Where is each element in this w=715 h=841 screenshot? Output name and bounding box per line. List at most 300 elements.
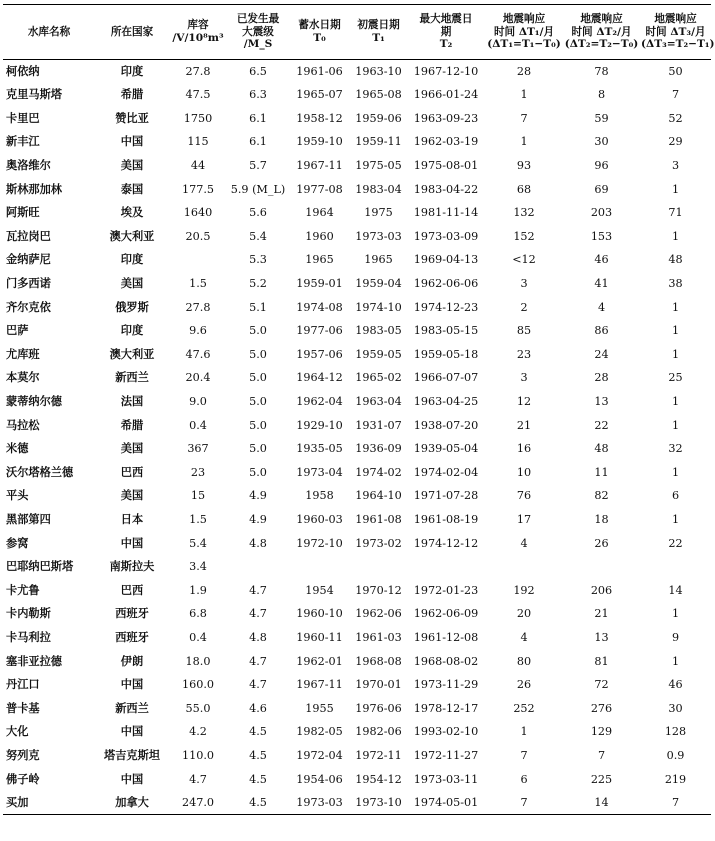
col-response-dt1-cell: 252: [513, 701, 535, 715]
col-max-quake-date-cell: 1963-09-23: [413, 111, 479, 125]
col-capacity-cell: 23: [190, 465, 206, 479]
col-reservoir-name-cell: 巴萨: [6, 323, 29, 338]
table-row: [3, 579, 711, 603]
table-row: [3, 343, 711, 367]
table-row: [3, 744, 711, 768]
col-reservoir-name-cell: 瓦拉岗巴: [6, 228, 51, 243]
col-response-dt1-header: [485, 5, 563, 60]
col-response-dt2-cell: 72: [594, 678, 609, 692]
table-row: [3, 602, 711, 626]
table-row: [3, 177, 711, 201]
col-response-dt2-cell: 26: [594, 536, 609, 550]
col-response-dt2-cell: 24: [594, 347, 609, 361]
col-response-dt2-cell: 21: [594, 607, 609, 621]
col-response-dt2-cell: [563, 555, 640, 579]
col-response-dt3-cell: 1: [671, 607, 680, 621]
col-country-header: [95, 5, 169, 60]
col-max-quake-date-cell: 1975-08-01: [413, 159, 479, 173]
header-line: 时间 ΔT₂/月: [571, 25, 632, 38]
col-reservoir-name-cell: 阿斯旺: [6, 205, 40, 220]
col-country-cell: 伊朗: [120, 653, 144, 668]
col-capacity-cell: 1750: [183, 111, 213, 125]
col-max-quake-date-cell: 1972-01-23: [413, 583, 479, 597]
col-capacity-cell: 9.0: [189, 395, 207, 408]
header-line: T₁: [372, 32, 385, 44]
col-capacity-cell: 55.0: [185, 701, 211, 715]
col-impound-date-cell: 1958: [305, 489, 334, 503]
col-reservoir-name-cell: 卡马利拉: [6, 629, 51, 644]
col-first-quake-date-cell: 1964-10: [355, 489, 402, 503]
col-response-dt3-cell: [640, 555, 711, 579]
col-country-cell: 印度: [120, 323, 144, 338]
col-country-cell: 新西兰: [115, 700, 149, 715]
col-max-magnitude-cell: 5.6: [249, 206, 267, 220]
col-capacity-cell: 18.0: [185, 654, 211, 668]
col-response-dt3-cell: 1: [671, 182, 680, 196]
col-response-dt2-cell: 225: [590, 772, 613, 786]
col-impound-date-cell: 1973-03: [289, 791, 350, 815]
col-country-cell: 中国: [120, 535, 144, 550]
col-response-dt3-cell: 1: [671, 324, 680, 338]
col-response-dt1-cell: 68: [516, 182, 532, 196]
col-response-dt1-cell: 152: [513, 229, 535, 243]
col-max-quake-date-cell: 1974-05-01: [407, 791, 485, 815]
col-response-dt1-cell: 26: [516, 678, 532, 692]
col-response-dt1-cell: 7: [520, 748, 528, 762]
col-first-quake-date-cell: 1959-04: [355, 277, 402, 291]
table-row: [3, 697, 711, 721]
col-response-dt1-cell: 23: [516, 347, 532, 361]
col-first-quake-date-cell: 1954-12: [355, 772, 402, 786]
col-response-dt1-cell: 85: [516, 324, 532, 338]
col-response-dt3-cell: 38: [668, 277, 683, 291]
col-max-magnitude-cell: 4.5: [249, 748, 267, 762]
col-reservoir-name-header: [3, 5, 95, 60]
col-response-dt2-cell: 30: [594, 135, 609, 149]
col-country-cell: 泰国: [120, 181, 144, 196]
header-line: 地震响应: [654, 12, 697, 25]
col-max-magnitude-cell: 4.6: [249, 701, 267, 715]
col-response-dt3-cell: 1: [671, 229, 680, 243]
col-max-quake-date-cell: 1959-05-18: [413, 347, 479, 361]
col-response-dt2-cell: 129: [590, 725, 613, 739]
col-response-dt1-cell: 3: [520, 277, 528, 291]
col-max-magnitude-cell: 6.3: [249, 88, 267, 102]
col-impound-date-cell: 1982-05: [296, 725, 343, 739]
col-first-quake-date-cell: 1973-03: [355, 229, 402, 243]
col-country-cell: 南斯拉夫: [109, 559, 155, 574]
header-line: 期: [440, 25, 452, 38]
col-response-dt2-cell: 206: [590, 583, 613, 597]
col-reservoir-name-cell: 金纳萨尼: [6, 252, 51, 267]
col-reservoir-name-cell: 斯林那加林: [6, 181, 62, 196]
col-response-dt2-cell: 18: [594, 512, 609, 526]
col-impound-date-cell: 1965-07: [296, 88, 343, 102]
col-max-magnitude-cell: 5.4: [249, 229, 267, 243]
col-country-cell: 印度: [120, 252, 144, 267]
col-max-quake-date-cell: 1961-08-19: [413, 512, 479, 526]
col-max-magnitude-cell: 5.0: [249, 324, 267, 338]
col-capacity-cell: 47.6: [185, 347, 211, 361]
col-max-magnitude-cell: 5.0: [249, 371, 267, 385]
col-response-dt2-cell: 48: [594, 442, 609, 456]
table-row: [3, 107, 711, 131]
col-response-dt1-cell: 76: [516, 489, 532, 503]
table-row: [3, 154, 711, 178]
col-max-quake-date-cell: 1966-01-24: [413, 88, 479, 102]
col-capacity-cell: 247.0: [169, 791, 227, 815]
col-response-dt1-cell: 7: [520, 111, 528, 125]
col-max-magnitude-cell: 4.9: [249, 512, 267, 526]
col-response-dt2-cell: 11: [594, 465, 609, 479]
col-max-magnitude-cell: 4.7: [249, 654, 267, 668]
col-impound-date-cell: 1977-06: [296, 324, 343, 338]
col-max-quake-date-cell: 1993-02-10: [413, 725, 479, 739]
col-impound-date-cell: 1967-11: [296, 159, 343, 173]
header-line: (ΔT₂=T₂−T₀): [564, 38, 639, 51]
col-reservoir-name-cell: 佛子岭: [6, 771, 40, 786]
col-impound-date-cell: 1977-08: [296, 182, 343, 196]
col-max-quake-date-cell: 1962-06-06: [413, 277, 479, 291]
header-line: (ΔT₃=T₂−T₁): [641, 38, 715, 51]
col-country-cell: 希腊: [120, 87, 144, 102]
col-response-dt2-cell: 153: [590, 229, 613, 243]
col-first-quake-date-cell: 1959-06: [355, 111, 402, 125]
col-capacity-cell: 1.5: [189, 512, 207, 526]
col-max-quake-date-cell: 1972-11-27: [413, 748, 479, 762]
col-country-cell: 西班牙: [115, 629, 149, 644]
col-reservoir-name-cell: 克里马斯塔: [6, 87, 62, 102]
col-response-dt2-cell: 13: [594, 630, 609, 644]
col-response-dt1-cell: 4: [520, 536, 528, 550]
header-line: 时间 ΔT₃/月: [645, 25, 706, 38]
col-impound-date-cell: 1972-10: [296, 536, 343, 550]
table-row: [3, 201, 711, 225]
col-capacity-cell: 4.7: [189, 772, 207, 786]
col-country-cell: 塔吉克斯坦: [104, 747, 160, 762]
col-max-quake-date-cell: 1973-03-11: [413, 772, 479, 786]
col-country-cell: 美国: [120, 488, 144, 503]
col-response-dt1-cell: <12: [512, 253, 536, 267]
header-line: (ΔT₁=T₁−T₀): [487, 38, 561, 51]
header-line: /V/10⁸m³: [172, 32, 224, 44]
col-reservoir-name-cell: 卡尤鲁: [6, 582, 40, 597]
col-first-quake-date-cell: 1976-06: [355, 701, 402, 715]
col-capacity-cell: 15: [190, 489, 206, 503]
col-response-dt3-cell: 0.9: [666, 748, 685, 762]
col-response-dt2-cell: 22: [594, 418, 609, 432]
col-first-quake-date-cell: 1970-01: [355, 678, 402, 692]
col-max-magnitude-cell: 4.7: [249, 583, 267, 597]
col-impound-date-cell: 1954: [305, 583, 334, 597]
col-first-quake-date-cell: 1983-05: [355, 324, 402, 338]
header-line: 大震级: [242, 25, 274, 38]
col-impound-date-cell: 1965: [305, 253, 334, 267]
col-response-dt1-cell: 21: [516, 418, 532, 432]
col-max-quake-date-cell: 1968-08-02: [413, 654, 479, 668]
col-first-quake-date-cell: 1963-10: [355, 64, 402, 78]
col-response-dt2-cell: 13: [594, 395, 609, 408]
col-response-dt3-cell: 1: [671, 465, 680, 479]
col-max-magnitude-cell: 4.5: [249, 725, 267, 739]
header-line: 地震响应: [502, 12, 546, 25]
col-response-dt1-cell: 28: [516, 64, 532, 78]
header-line: 地震响应: [580, 12, 623, 25]
col-first-quake-date-cell: 1974-10: [355, 300, 402, 314]
table-row: [3, 531, 711, 555]
col-max-quake-date-cell: 1963-04-25: [413, 395, 479, 408]
col-reservoir-name-cell: 平头: [6, 488, 29, 503]
table-row: [3, 461, 711, 485]
col-response-dt3-header: [640, 5, 715, 60]
header-line: T₀: [313, 32, 326, 44]
col-impound-date-header: [289, 5, 350, 60]
col-max-quake-date-cell: 1938-07-20: [413, 418, 479, 432]
col-response-dt1-cell: 12: [516, 395, 532, 408]
col-max-quake-date-cell: 1974-12-23: [413, 300, 479, 314]
col-max-magnitude-cell: 5.1: [249, 300, 267, 314]
col-reservoir-name-cell: 大化: [6, 724, 29, 739]
col-impound-date-cell: 1958-12: [296, 111, 343, 125]
col-first-quake-date-cell: 1973-10: [350, 791, 407, 815]
header-line: 库容: [187, 19, 209, 32]
col-first-quake-date-header: [350, 5, 407, 60]
col-reservoir-name-cell: 丹江口: [6, 677, 40, 692]
col-country-cell: 巴西: [120, 582, 144, 597]
col-first-quake-date-cell: 1963-04: [355, 395, 402, 408]
col-country-cell: 希腊: [120, 417, 144, 432]
col-response-dt1-cell: 1: [520, 88, 528, 102]
col-response-dt3-cell: 71: [668, 206, 683, 220]
col-country-cell: 新西兰: [115, 370, 149, 385]
col-reservoir-name-cell: 普卡基: [6, 700, 40, 715]
col-max-magnitude-cell: 5.0: [249, 442, 267, 456]
col-capacity-cell: 160.0: [181, 678, 215, 692]
col-first-quake-date-cell: 1983-04: [355, 182, 402, 196]
col-response-dt3-cell: 52: [668, 111, 683, 125]
col-max-magnitude-cell: 6.1: [249, 135, 267, 149]
col-country-cell: 中国: [120, 771, 144, 786]
col-response-dt2-cell: 69: [594, 182, 609, 196]
col-first-quake-date-cell: 1959-05: [355, 347, 402, 361]
col-capacity-cell: 177.5: [181, 182, 215, 196]
col-capacity-cell: 367: [187, 442, 209, 456]
table-row: [3, 130, 711, 154]
col-impound-date-cell: 1960-03: [296, 512, 343, 526]
col-first-quake-date-cell: 1959-11: [355, 135, 402, 149]
header-line: 水库名称: [27, 25, 71, 38]
col-reservoir-name-cell: 尤库班: [6, 346, 40, 361]
col-max-quake-date-cell: [407, 555, 485, 579]
col-max-quake-date-cell: 1967-12-10: [413, 64, 479, 78]
col-capacity-cell: 115: [187, 135, 209, 149]
col-max-magnitude-cell: [227, 555, 289, 579]
col-capacity-cell: 27.8: [185, 64, 211, 78]
table-row: [3, 649, 711, 673]
col-response-dt3-cell: 3: [671, 159, 680, 173]
table-row: [3, 484, 711, 508]
col-impound-date-cell: 1962-04: [296, 395, 343, 408]
col-reservoir-name-cell: 沃尔塔格兰德: [6, 464, 74, 479]
header-line: 所在国家: [110, 25, 154, 38]
col-country-cell: 美国: [120, 276, 144, 291]
col-reservoir-name-cell: 努列克: [6, 747, 40, 762]
col-response-dt2-header: [563, 5, 640, 60]
col-response-dt3-cell: 48: [668, 253, 683, 267]
col-max-magnitude-header: [227, 5, 289, 60]
col-response-dt1-cell: 1: [520, 725, 528, 739]
col-first-quake-date-cell: 1975: [364, 206, 393, 220]
col-response-dt3-cell: 46: [668, 678, 683, 692]
col-impound-date-cell: 1974-08: [296, 300, 343, 314]
col-reservoir-name-cell: 米德: [6, 441, 29, 456]
col-response-dt2-cell: 276: [590, 701, 613, 715]
col-response-dt1-cell: 7: [485, 791, 563, 815]
col-capacity-cell: 4.2: [189, 725, 207, 739]
col-max-quake-date-cell: 1981-11-14: [413, 206, 479, 220]
col-max-quake-date-cell: 1983-04-22: [413, 182, 479, 196]
col-impound-date-cell: 1964-12: [296, 371, 343, 385]
col-response-dt2-cell: 46: [594, 253, 609, 267]
col-impound-date-cell: 1929-10: [296, 418, 343, 432]
col-capacity-cell: 9.6: [189, 324, 207, 338]
table-row: [3, 272, 711, 296]
col-max-quake-date-cell: 1974-12-12: [413, 536, 479, 550]
col-reservoir-name-cell: 新丰江: [6, 134, 40, 149]
col-max-quake-date-cell: 1978-12-17: [413, 701, 479, 715]
col-capacity-cell: [169, 248, 227, 272]
col-response-dt3-cell: 30: [668, 701, 683, 715]
col-country-cell: 澳大利亚: [109, 228, 155, 243]
col-capacity-cell: 3.4: [189, 560, 207, 574]
col-response-dt2-cell: 41: [594, 277, 609, 291]
col-response-dt1-cell: 20: [516, 607, 532, 621]
table-body: [3, 60, 711, 815]
col-response-dt3-cell: 25: [668, 371, 683, 385]
col-response-dt2-cell: 7: [597, 748, 606, 762]
col-impound-date-cell: 1964: [305, 206, 334, 220]
col-impound-date-cell: 1962-01: [296, 654, 343, 668]
col-response-dt2-cell: 203: [590, 206, 613, 220]
col-country-cell: 法国: [120, 394, 144, 408]
table-row: [3, 626, 711, 650]
table-header: [3, 5, 715, 60]
col-reservoir-name-cell: 参窝: [6, 535, 29, 550]
table-row: [3, 60, 711, 84]
col-response-dt2-cell: 86: [594, 324, 609, 338]
col-response-dt3-cell: 7: [671, 88, 680, 102]
header-line: 蓄水日期: [298, 19, 341, 32]
col-max-magnitude-cell: 5.0: [249, 347, 267, 361]
col-response-dt3-cell: 7: [640, 791, 711, 815]
col-max-magnitude-cell: 6.1: [249, 111, 267, 125]
table-row: [3, 225, 711, 249]
col-capacity-cell: 27.8: [185, 300, 211, 314]
col-impound-date-cell: 1954-06: [296, 772, 343, 786]
col-max-magnitude-cell: 4.7: [249, 607, 267, 621]
col-max-quake-date-cell: 1966-07-07: [413, 371, 479, 385]
col-capacity-cell: 1.9: [189, 583, 207, 597]
col-reservoir-name-cell: 本莫尔: [6, 370, 40, 385]
col-impound-date-cell: [289, 555, 350, 579]
table-row: [3, 767, 711, 791]
col-capacity-cell: 6.8: [189, 607, 207, 621]
col-capacity-cell: 20.5: [185, 229, 211, 243]
col-country-cell: 美国: [120, 158, 144, 173]
col-first-quake-date-cell: 1982-06: [355, 725, 402, 739]
col-country-cell: 中国: [120, 724, 144, 739]
col-impound-date-cell: 1960-10: [296, 607, 343, 621]
col-reservoir-name-cell: 巴耶纳巴斯塔: [6, 559, 74, 574]
col-max-magnitude-cell: 4.5: [227, 791, 289, 815]
col-country-cell: 俄罗斯: [115, 299, 149, 314]
reservoir-earthquake-table: [3, 4, 715, 815]
col-country-cell: 中国: [120, 134, 144, 149]
col-response-dt2-cell: 81: [594, 654, 609, 668]
col-country-cell: 澳大利亚: [109, 346, 155, 361]
col-response-dt1-cell: 16: [516, 442, 532, 456]
col-max-magnitude-cell: 5.0: [249, 395, 267, 408]
col-max-magnitude-cell: 5.7: [249, 159, 267, 173]
col-max-quake-date-cell: 1971-07-28: [413, 489, 479, 503]
col-max-quake-date-cell: 1969-04-13: [413, 253, 479, 267]
col-response-dt2-cell: 4: [597, 300, 606, 314]
col-first-quake-date-cell: 1962-06: [355, 607, 402, 621]
col-max-quake-date-cell: 1962-06-09: [413, 607, 479, 621]
header-line: T₂: [439, 38, 453, 51]
col-capacity-cell: 0.4: [189, 418, 207, 432]
col-response-dt1-cell: 17: [516, 512, 532, 526]
col-capacity-cell: 1.5: [189, 277, 207, 291]
col-max-magnitude-cell: 6.5: [249, 64, 267, 78]
table-row: [3, 508, 711, 532]
col-max-quake-date-cell: 1961-12-08: [413, 630, 479, 644]
col-impound-date-cell: 1959-01: [296, 277, 343, 291]
header-row: [3, 5, 711, 60]
col-max-magnitude-cell: 5.0: [249, 418, 267, 432]
table-row: [3, 673, 711, 697]
col-first-quake-date-cell: 1965-02: [355, 371, 402, 385]
col-response-dt3-cell: 32: [668, 442, 683, 456]
col-response-dt2-cell: 59: [594, 111, 609, 125]
table-row: [3, 295, 711, 319]
col-response-dt2-cell: 78: [594, 64, 609, 78]
col-response-dt2-cell: 8: [597, 88, 606, 102]
col-response-dt3-cell: 22: [668, 536, 683, 550]
col-capacity-cell: 47.5: [185, 88, 211, 102]
col-country-cell: 西班牙: [115, 606, 149, 621]
table-row: [3, 791, 711, 815]
col-response-dt1-cell: 2: [520, 300, 528, 314]
col-first-quake-date-cell: 1970-12: [355, 583, 402, 597]
col-response-dt3-cell: 50: [668, 64, 683, 78]
col-response-dt2-cell: 28: [594, 371, 609, 385]
col-capacity-cell: 5.4: [189, 536, 207, 550]
col-response-dt1-cell: 93: [516, 159, 532, 173]
col-response-dt1-cell: 10: [516, 465, 532, 479]
col-max-magnitude-cell: 4.7: [249, 678, 267, 692]
col-country-cell: 中国: [120, 677, 144, 692]
col-max-quake-date-cell: 1983-05-15: [413, 324, 479, 338]
col-first-quake-date-cell: 1973-02: [355, 536, 402, 550]
table-row: [3, 437, 711, 461]
col-first-quake-date-cell: 1965: [364, 253, 393, 267]
col-impound-date-cell: 1960-11: [296, 630, 343, 644]
col-impound-date-cell: 1955: [305, 701, 334, 715]
table-row: [3, 83, 711, 107]
col-reservoir-name-cell: 黑部第四: [6, 511, 51, 526]
table-row: [3, 319, 711, 343]
